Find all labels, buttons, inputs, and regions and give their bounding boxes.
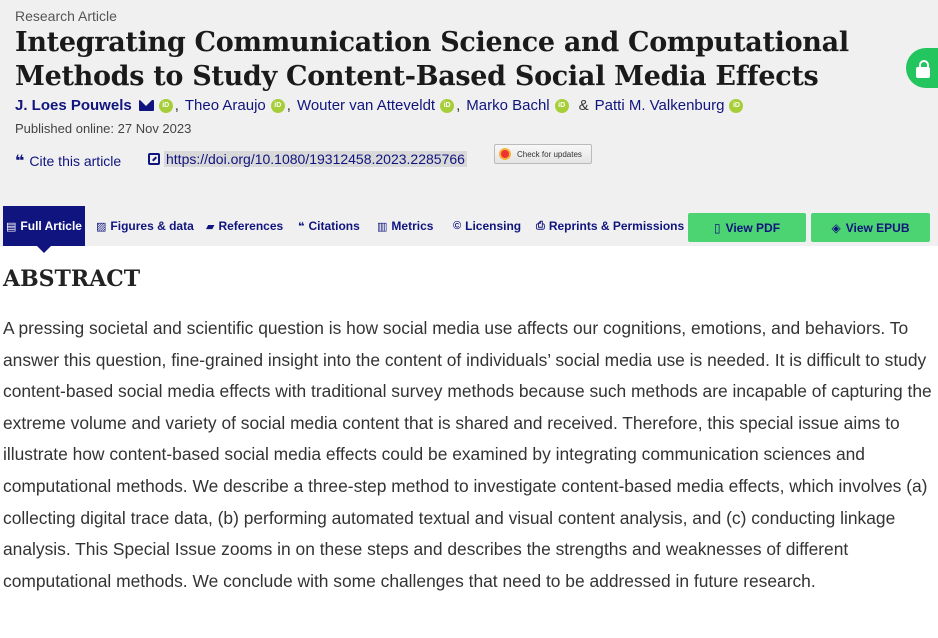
bar-chart-icon: ▥ bbox=[377, 220, 388, 233]
tab-label: Full Article bbox=[20, 219, 82, 233]
tab-figures-data[interactable] bbox=[96, 206, 194, 246]
check-for-updates-label: Check for updates bbox=[517, 149, 582, 159]
cite-article-link[interactable] bbox=[15, 151, 121, 170]
author-link[interactable]: Theo Araujo bbox=[184, 97, 266, 114]
quote-icon: ❝ bbox=[15, 151, 25, 170]
tab-label: Citations bbox=[308, 219, 360, 233]
orcid-icon[interactable]: iD bbox=[555, 99, 569, 113]
author-link[interactable]: Wouter van Atteveldt bbox=[296, 97, 436, 114]
tab-reprints-permissions[interactable] bbox=[536, 206, 684, 246]
tab-full-article[interactable] bbox=[3, 206, 85, 246]
tab-label: Reprints & Permissions bbox=[548, 219, 685, 233]
tab-references[interactable] bbox=[206, 206, 283, 246]
copyright-icon: © bbox=[453, 220, 462, 232]
author-link[interactable]: Marko Bachl bbox=[466, 97, 550, 114]
article-header bbox=[0, 0, 938, 246]
image-icon: ▨ bbox=[96, 220, 107, 233]
crossmark-icon bbox=[499, 148, 511, 160]
orcid-icon[interactable]: iD bbox=[440, 99, 454, 113]
open-access-button[interactable] bbox=[906, 48, 938, 88]
author-list bbox=[15, 97, 745, 114]
doi-link[interactable] bbox=[148, 151, 467, 167]
author-ampersand: & bbox=[578, 97, 589, 114]
external-link-icon bbox=[148, 153, 160, 165]
orcid-icon[interactable]: iD bbox=[271, 99, 285, 113]
view-epub-label: View EPUB bbox=[845, 220, 910, 235]
doi-text: https://doi.org/10.1080/19312458.2023.2285766 bbox=[166, 151, 465, 167]
tab-label: Licensing bbox=[465, 219, 522, 233]
view-epub-button[interactable] bbox=[811, 213, 930, 242]
quote-icon: ❝ bbox=[298, 220, 305, 233]
article-type: Research Article bbox=[15, 8, 117, 24]
tab-licensing[interactable] bbox=[453, 206, 521, 246]
abstract-text: A pressing societal and scientific question is how social media use affects our cognitions, emotions, and behaviors. To answer this question, fine-grained insight into the content of individuals’ social media use is needed. It is difficult to study content-based social media effects with traditional survey methods because such methods are incapable of capturing the extreme volume and variety of social media content that is shared and received. Therefore, this special issue aims to illustrate how content-based social media effects could be examined by integrating communication sciences and computational methods. We describe a three-step method to investigate content-based media effects, which involves (a) collecting digital trace data, (b) performing automated textual and visual content analysis, and (c) conducting linkage analysis. This Special Issue zooms in on these steps and describes the strengths and weaknesses of different computational methods. We conclude with some challenges that need to be addressed in future research. bbox=[3, 318, 932, 591]
view-pdf-label: View PDF bbox=[725, 220, 781, 235]
email-icon[interactable] bbox=[139, 100, 154, 111]
unlock-icon bbox=[916, 67, 930, 78]
author-link[interactable]: J. Loes Pouwels bbox=[15, 97, 132, 114]
printer-icon: ⎙ bbox=[536, 219, 545, 232]
author-separator: , bbox=[174, 97, 179, 114]
author-link[interactable]: Patti M. Valkenburg bbox=[594, 97, 725, 114]
tab-label: Metrics bbox=[391, 219, 434, 233]
view-pdf-button[interactable] bbox=[688, 213, 806, 242]
article-title: Integrating Communication Science and Computational Methods to Study Content-Based Social Media Effects bbox=[15, 27, 849, 92]
abstract-heading: ABSTRACT bbox=[3, 266, 141, 292]
tab-label: Figures & data bbox=[110, 219, 194, 233]
tab-label: References bbox=[218, 219, 284, 233]
tab-citations[interactable] bbox=[298, 206, 360, 246]
author-separator: , bbox=[456, 97, 461, 114]
document-icon: ▤ bbox=[6, 220, 17, 233]
pdf-file-icon: ▯ bbox=[713, 220, 721, 235]
published-date: Published online: 27 Nov 2023 bbox=[15, 121, 192, 136]
book-icon: ▰ bbox=[206, 220, 215, 233]
orcid-icon[interactable]: iD bbox=[729, 99, 743, 113]
cite-article-label: Cite this article bbox=[29, 152, 122, 169]
orcid-icon[interactable]: iD bbox=[159, 99, 173, 113]
tab-metrics[interactable] bbox=[377, 206, 433, 246]
check-for-updates-button[interactable] bbox=[494, 144, 592, 164]
epub-icon: ◈ bbox=[831, 220, 841, 235]
author-separator: , bbox=[286, 97, 291, 114]
